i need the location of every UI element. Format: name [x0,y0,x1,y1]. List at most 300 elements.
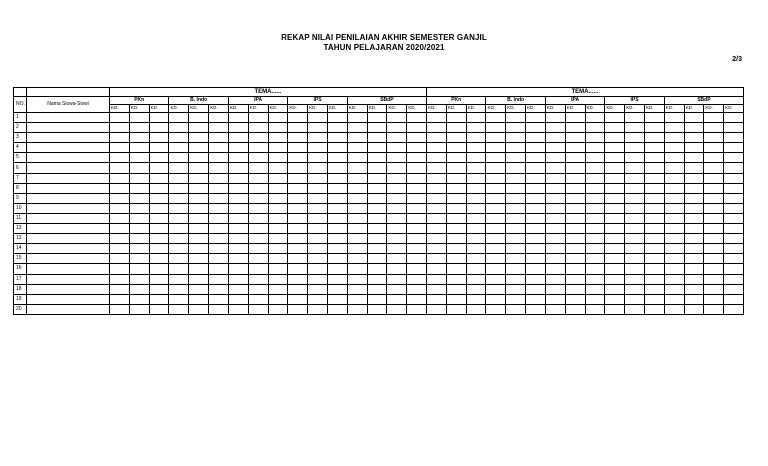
grade-cell[interactable] [308,224,328,234]
grade-cell[interactable] [268,133,288,143]
grade-cell[interactable] [288,213,308,223]
grade-cell[interactable] [407,203,427,213]
grade-cell[interactable] [347,113,367,123]
grade-cell[interactable] [367,133,387,143]
grade-cell[interactable] [228,213,248,223]
grade-cell[interactable] [724,143,744,153]
grade-cell[interactable] [110,123,130,133]
grade-cell[interactable] [526,183,546,193]
grade-cell[interactable] [585,224,605,234]
grade-cell[interactable] [565,304,585,314]
grade-cell[interactable] [427,163,447,173]
grade-cell[interactable] [724,183,744,193]
grade-cell[interactable] [228,153,248,163]
grade-cell[interactable] [288,264,308,274]
grade-cell[interactable] [585,234,605,244]
grade-cell[interactable] [169,123,189,133]
grade-cell[interactable] [486,133,506,143]
grade-cell[interactable] [526,133,546,143]
grade-cell[interactable] [169,193,189,203]
grade-cell[interactable] [506,133,526,143]
grade-cell[interactable] [427,133,447,143]
grade-cell[interactable] [724,294,744,304]
student-name-cell[interactable] [27,294,110,304]
grade-cell[interactable] [664,123,684,133]
grade-cell[interactable] [704,264,724,274]
grade-cell[interactable] [189,224,209,234]
grade-cell[interactable] [347,254,367,264]
grade-cell[interactable] [644,234,664,244]
grade-cell[interactable] [526,244,546,254]
grade-cell[interactable] [427,173,447,183]
grade-cell[interactable] [625,163,645,173]
grade-cell[interactable] [684,294,704,304]
grade-cell[interactable] [724,163,744,173]
grade-cell[interactable] [526,224,546,234]
grade-cell[interactable] [288,133,308,143]
grade-cell[interactable] [327,113,347,123]
grade-cell[interactable] [268,234,288,244]
grade-cell[interactable] [288,183,308,193]
grade-cell[interactable] [724,133,744,143]
grade-cell[interactable] [308,133,328,143]
grade-cell[interactable] [704,254,724,264]
grade-cell[interactable] [288,113,308,123]
grade-cell[interactable] [209,274,229,284]
grade-cell[interactable] [565,123,585,133]
grade-cell[interactable] [644,284,664,294]
grade-cell[interactable] [248,163,268,173]
grade-cell[interactable] [308,213,328,223]
grade-cell[interactable] [327,244,347,254]
grade-cell[interactable] [407,234,427,244]
grade-cell[interactable] [605,173,625,183]
grade-cell[interactable] [308,153,328,163]
grade-cell[interactable] [545,123,565,133]
grade-cell[interactable] [565,213,585,223]
grade-cell[interactable] [209,284,229,294]
grade-cell[interactable] [427,284,447,294]
grade-cell[interactable] [427,244,447,254]
grade-cell[interactable] [288,153,308,163]
grade-cell[interactable] [288,254,308,264]
grade-cell[interactable] [308,183,328,193]
grade-cell[interactable] [605,203,625,213]
grade-cell[interactable] [684,304,704,314]
grade-cell[interactable] [545,203,565,213]
grade-cell[interactable] [466,274,486,284]
grade-cell[interactable] [565,143,585,153]
grade-cell[interactable] [625,193,645,203]
grade-cell[interactable] [149,304,169,314]
grade-cell[interactable] [565,224,585,234]
grade-cell[interactable] [327,153,347,163]
grade-cell[interactable] [149,183,169,193]
grade-cell[interactable] [664,254,684,264]
grade-cell[interactable] [446,153,466,163]
grade-cell[interactable] [526,173,546,183]
grade-cell[interactable] [486,294,506,304]
grade-cell[interactable] [308,193,328,203]
grade-cell[interactable] [704,163,724,173]
grade-cell[interactable] [367,143,387,153]
grade-cell[interactable] [526,143,546,153]
grade-cell[interactable] [684,284,704,294]
grade-cell[interactable] [466,254,486,264]
grade-cell[interactable] [506,143,526,153]
grade-cell[interactable] [545,143,565,153]
grade-cell[interactable] [724,224,744,234]
grade-cell[interactable] [288,163,308,173]
grade-cell[interactable] [169,213,189,223]
grade-cell[interactable] [486,113,506,123]
grade-cell[interactable] [704,193,724,203]
grade-cell[interactable] [684,203,704,213]
grade-cell[interactable] [228,113,248,123]
grade-cell[interactable] [565,153,585,163]
grade-cell[interactable] [248,133,268,143]
grade-cell[interactable] [625,304,645,314]
grade-cell[interactable] [506,163,526,173]
grade-cell[interactable] [644,244,664,254]
grade-cell[interactable] [268,264,288,274]
grade-cell[interactable] [486,213,506,223]
student-name-cell[interactable] [27,203,110,213]
grade-cell[interactable] [149,254,169,264]
grade-cell[interactable] [664,274,684,284]
grade-cell[interactable] [189,133,209,143]
grade-cell[interactable] [189,193,209,203]
grade-cell[interactable] [605,113,625,123]
grade-cell[interactable] [446,193,466,203]
grade-cell[interactable] [625,203,645,213]
grade-cell[interactable] [625,133,645,143]
grade-cell[interactable] [565,163,585,173]
grade-cell[interactable] [486,203,506,213]
grade-cell[interactable] [644,193,664,203]
grade-cell[interactable] [248,254,268,264]
grade-cell[interactable] [506,113,526,123]
grade-cell[interactable] [189,284,209,294]
grade-cell[interactable] [506,304,526,314]
grade-cell[interactable] [466,133,486,143]
student-name-cell[interactable] [27,274,110,284]
grade-cell[interactable] [545,264,565,274]
grade-cell[interactable] [268,163,288,173]
grade-cell[interactable] [110,163,130,173]
student-name-cell[interactable] [27,244,110,254]
grade-cell[interactable] [644,274,664,284]
grade-cell[interactable] [248,234,268,244]
grade-cell[interactable] [427,304,447,314]
grade-cell[interactable] [664,173,684,183]
grade-cell[interactable] [308,173,328,183]
grade-cell[interactable] [367,234,387,244]
grade-cell[interactable] [545,133,565,143]
grade-cell[interactable] [664,224,684,234]
grade-cell[interactable] [625,294,645,304]
grade-cell[interactable] [288,123,308,133]
grade-cell[interactable] [209,213,229,223]
grade-cell[interactable] [367,193,387,203]
grade-cell[interactable] [585,133,605,143]
grade-cell[interactable] [248,183,268,193]
grade-cell[interactable] [327,264,347,274]
grade-cell[interactable] [110,254,130,264]
grade-cell[interactable] [407,244,427,254]
grade-cell[interactable] [327,294,347,304]
grade-cell[interactable] [327,234,347,244]
grade-cell[interactable] [644,153,664,163]
grade-cell[interactable] [189,173,209,183]
grade-cell[interactable] [684,193,704,203]
grade-cell[interactable] [129,284,149,294]
grade-cell[interactable] [169,163,189,173]
grade-cell[interactable] [110,264,130,274]
grade-cell[interactable] [308,294,328,304]
grade-cell[interactable] [724,203,744,213]
grade-cell[interactable] [387,213,407,223]
grade-cell[interactable] [565,113,585,123]
grade-cell[interactable] [189,183,209,193]
grade-cell[interactable] [189,294,209,304]
grade-cell[interactable] [526,193,546,203]
grade-cell[interactable] [367,163,387,173]
grade-cell[interactable] [526,203,546,213]
grade-cell[interactable] [565,203,585,213]
student-name-cell[interactable] [27,304,110,314]
grade-cell[interactable] [625,153,645,163]
grade-cell[interactable] [684,143,704,153]
grade-cell[interactable] [268,274,288,284]
grade-cell[interactable] [684,133,704,143]
grade-cell[interactable] [308,143,328,153]
grade-cell[interactable] [209,234,229,244]
grade-cell[interactable] [664,244,684,254]
grade-cell[interactable] [149,173,169,183]
student-name-cell[interactable] [27,213,110,223]
grade-cell[interactable] [228,304,248,314]
grade-cell[interactable] [585,274,605,284]
grade-cell[interactable] [466,224,486,234]
grade-cell[interactable] [605,163,625,173]
grade-cell[interactable] [704,274,724,284]
grade-cell[interactable] [288,294,308,304]
grade-cell[interactable] [684,274,704,284]
grade-cell[interactable] [367,123,387,133]
grade-cell[interactable] [684,244,704,254]
grade-cell[interactable] [288,304,308,314]
grade-cell[interactable] [486,284,506,294]
grade-cell[interactable] [446,213,466,223]
grade-cell[interactable] [209,123,229,133]
grade-cell[interactable] [684,213,704,223]
grade-cell[interactable] [545,304,565,314]
grade-cell[interactable] [189,163,209,173]
grade-cell[interactable] [605,213,625,223]
student-name-cell[interactable] [27,123,110,133]
grade-cell[interactable] [209,133,229,143]
grade-cell[interactable] [585,294,605,304]
grade-cell[interactable] [704,244,724,254]
grade-cell[interactable] [526,163,546,173]
grade-cell[interactable] [625,224,645,234]
grade-cell[interactable] [684,123,704,133]
grade-cell[interactable] [308,234,328,244]
grade-cell[interactable] [248,153,268,163]
grade-cell[interactable] [704,224,724,234]
grade-cell[interactable] [228,183,248,193]
grade-cell[interactable] [684,254,704,264]
grade-cell[interactable] [644,213,664,223]
grade-cell[interactable] [268,224,288,234]
grade-cell[interactable] [704,113,724,123]
grade-cell[interactable] [605,193,625,203]
grade-cell[interactable] [446,173,466,183]
grade-cell[interactable] [585,264,605,274]
grade-cell[interactable] [110,183,130,193]
grade-cell[interactable] [724,234,744,244]
grade-cell[interactable] [169,284,189,294]
grade-cell[interactable] [268,153,288,163]
grade-cell[interactable] [486,143,506,153]
grade-cell[interactable] [506,173,526,183]
grade-cell[interactable] [446,234,466,244]
grade-cell[interactable] [129,264,149,274]
student-name-cell[interactable] [27,173,110,183]
grade-cell[interactable] [308,284,328,294]
grade-cell[interactable] [308,264,328,274]
grade-cell[interactable] [565,244,585,254]
grade-cell[interactable] [506,183,526,193]
grade-cell[interactable] [387,224,407,234]
grade-cell[interactable] [308,203,328,213]
grade-cell[interactable] [585,244,605,254]
grade-cell[interactable] [704,234,724,244]
grade-cell[interactable] [427,193,447,203]
grade-cell[interactable] [387,294,407,304]
grade-cell[interactable] [367,284,387,294]
grade-cell[interactable] [724,123,744,133]
grade-cell[interactable] [110,143,130,153]
grade-cell[interactable] [724,173,744,183]
grade-cell[interactable] [605,153,625,163]
grade-cell[interactable] [644,304,664,314]
grade-cell[interactable] [228,244,248,254]
grade-cell[interactable] [585,143,605,153]
grade-cell[interactable] [387,133,407,143]
grade-cell[interactable] [625,113,645,123]
grade-cell[interactable] [446,163,466,173]
grade-cell[interactable] [545,213,565,223]
grade-cell[interactable] [327,274,347,284]
grade-cell[interactable] [625,234,645,244]
grade-cell[interactable] [565,254,585,264]
grade-cell[interactable] [228,193,248,203]
grade-cell[interactable] [110,294,130,304]
grade-cell[interactable] [110,213,130,223]
grade-cell[interactable] [605,254,625,264]
grade-cell[interactable] [585,163,605,173]
grade-cell[interactable] [169,294,189,304]
grade-cell[interactable] [466,113,486,123]
grade-cell[interactable] [248,294,268,304]
grade-cell[interactable] [545,113,565,123]
grade-cell[interactable] [288,234,308,244]
grade-cell[interactable] [149,244,169,254]
grade-cell[interactable] [506,213,526,223]
grade-cell[interactable] [605,264,625,274]
grade-cell[interactable] [189,274,209,284]
grade-cell[interactable] [209,244,229,254]
grade-cell[interactable] [486,123,506,133]
grade-cell[interactable] [704,284,724,294]
grade-cell[interactable] [169,304,189,314]
grade-cell[interactable] [189,234,209,244]
grade-cell[interactable] [149,113,169,123]
grade-cell[interactable] [308,254,328,264]
grade-cell[interactable] [327,133,347,143]
grade-cell[interactable] [209,203,229,213]
grade-cell[interactable] [526,264,546,274]
grade-cell[interactable] [327,284,347,294]
grade-cell[interactable] [625,264,645,274]
grade-cell[interactable] [248,113,268,123]
grade-cell[interactable] [189,213,209,223]
grade-cell[interactable] [129,213,149,223]
grade-cell[interactable] [347,234,367,244]
grade-cell[interactable] [129,143,149,153]
grade-cell[interactable] [625,213,645,223]
grade-cell[interactable] [268,203,288,213]
student-name-cell[interactable] [27,193,110,203]
grade-cell[interactable] [110,304,130,314]
student-name-cell[interactable] [27,264,110,274]
grade-cell[interactable] [228,224,248,234]
grade-cell[interactable] [209,224,229,234]
grade-cell[interactable] [228,163,248,173]
grade-cell[interactable] [446,183,466,193]
grade-cell[interactable] [248,143,268,153]
grade-cell[interactable] [129,274,149,284]
grade-cell[interactable] [724,213,744,223]
grade-cell[interactable] [367,274,387,284]
grade-cell[interactable] [248,274,268,284]
grade-cell[interactable] [129,123,149,133]
grade-cell[interactable] [248,193,268,203]
grade-cell[interactable] [506,153,526,163]
grade-cell[interactable] [407,173,427,183]
grade-cell[interactable] [664,294,684,304]
grade-cell[interactable] [308,244,328,254]
grade-cell[interactable] [189,123,209,133]
grade-cell[interactable] [268,294,288,304]
grade-cell[interactable] [347,213,367,223]
grade-cell[interactable] [704,133,724,143]
grade-cell[interactable] [506,284,526,294]
grade-cell[interactable] [466,183,486,193]
grade-cell[interactable] [724,113,744,123]
grade-cell[interactable] [664,284,684,294]
grade-cell[interactable] [367,294,387,304]
grade-cell[interactable] [288,173,308,183]
grade-cell[interactable] [724,264,744,274]
grade-cell[interactable] [565,183,585,193]
grade-cell[interactable] [387,193,407,203]
grade-cell[interactable] [446,294,466,304]
grade-cell[interactable] [644,254,664,264]
grade-cell[interactable] [526,234,546,244]
